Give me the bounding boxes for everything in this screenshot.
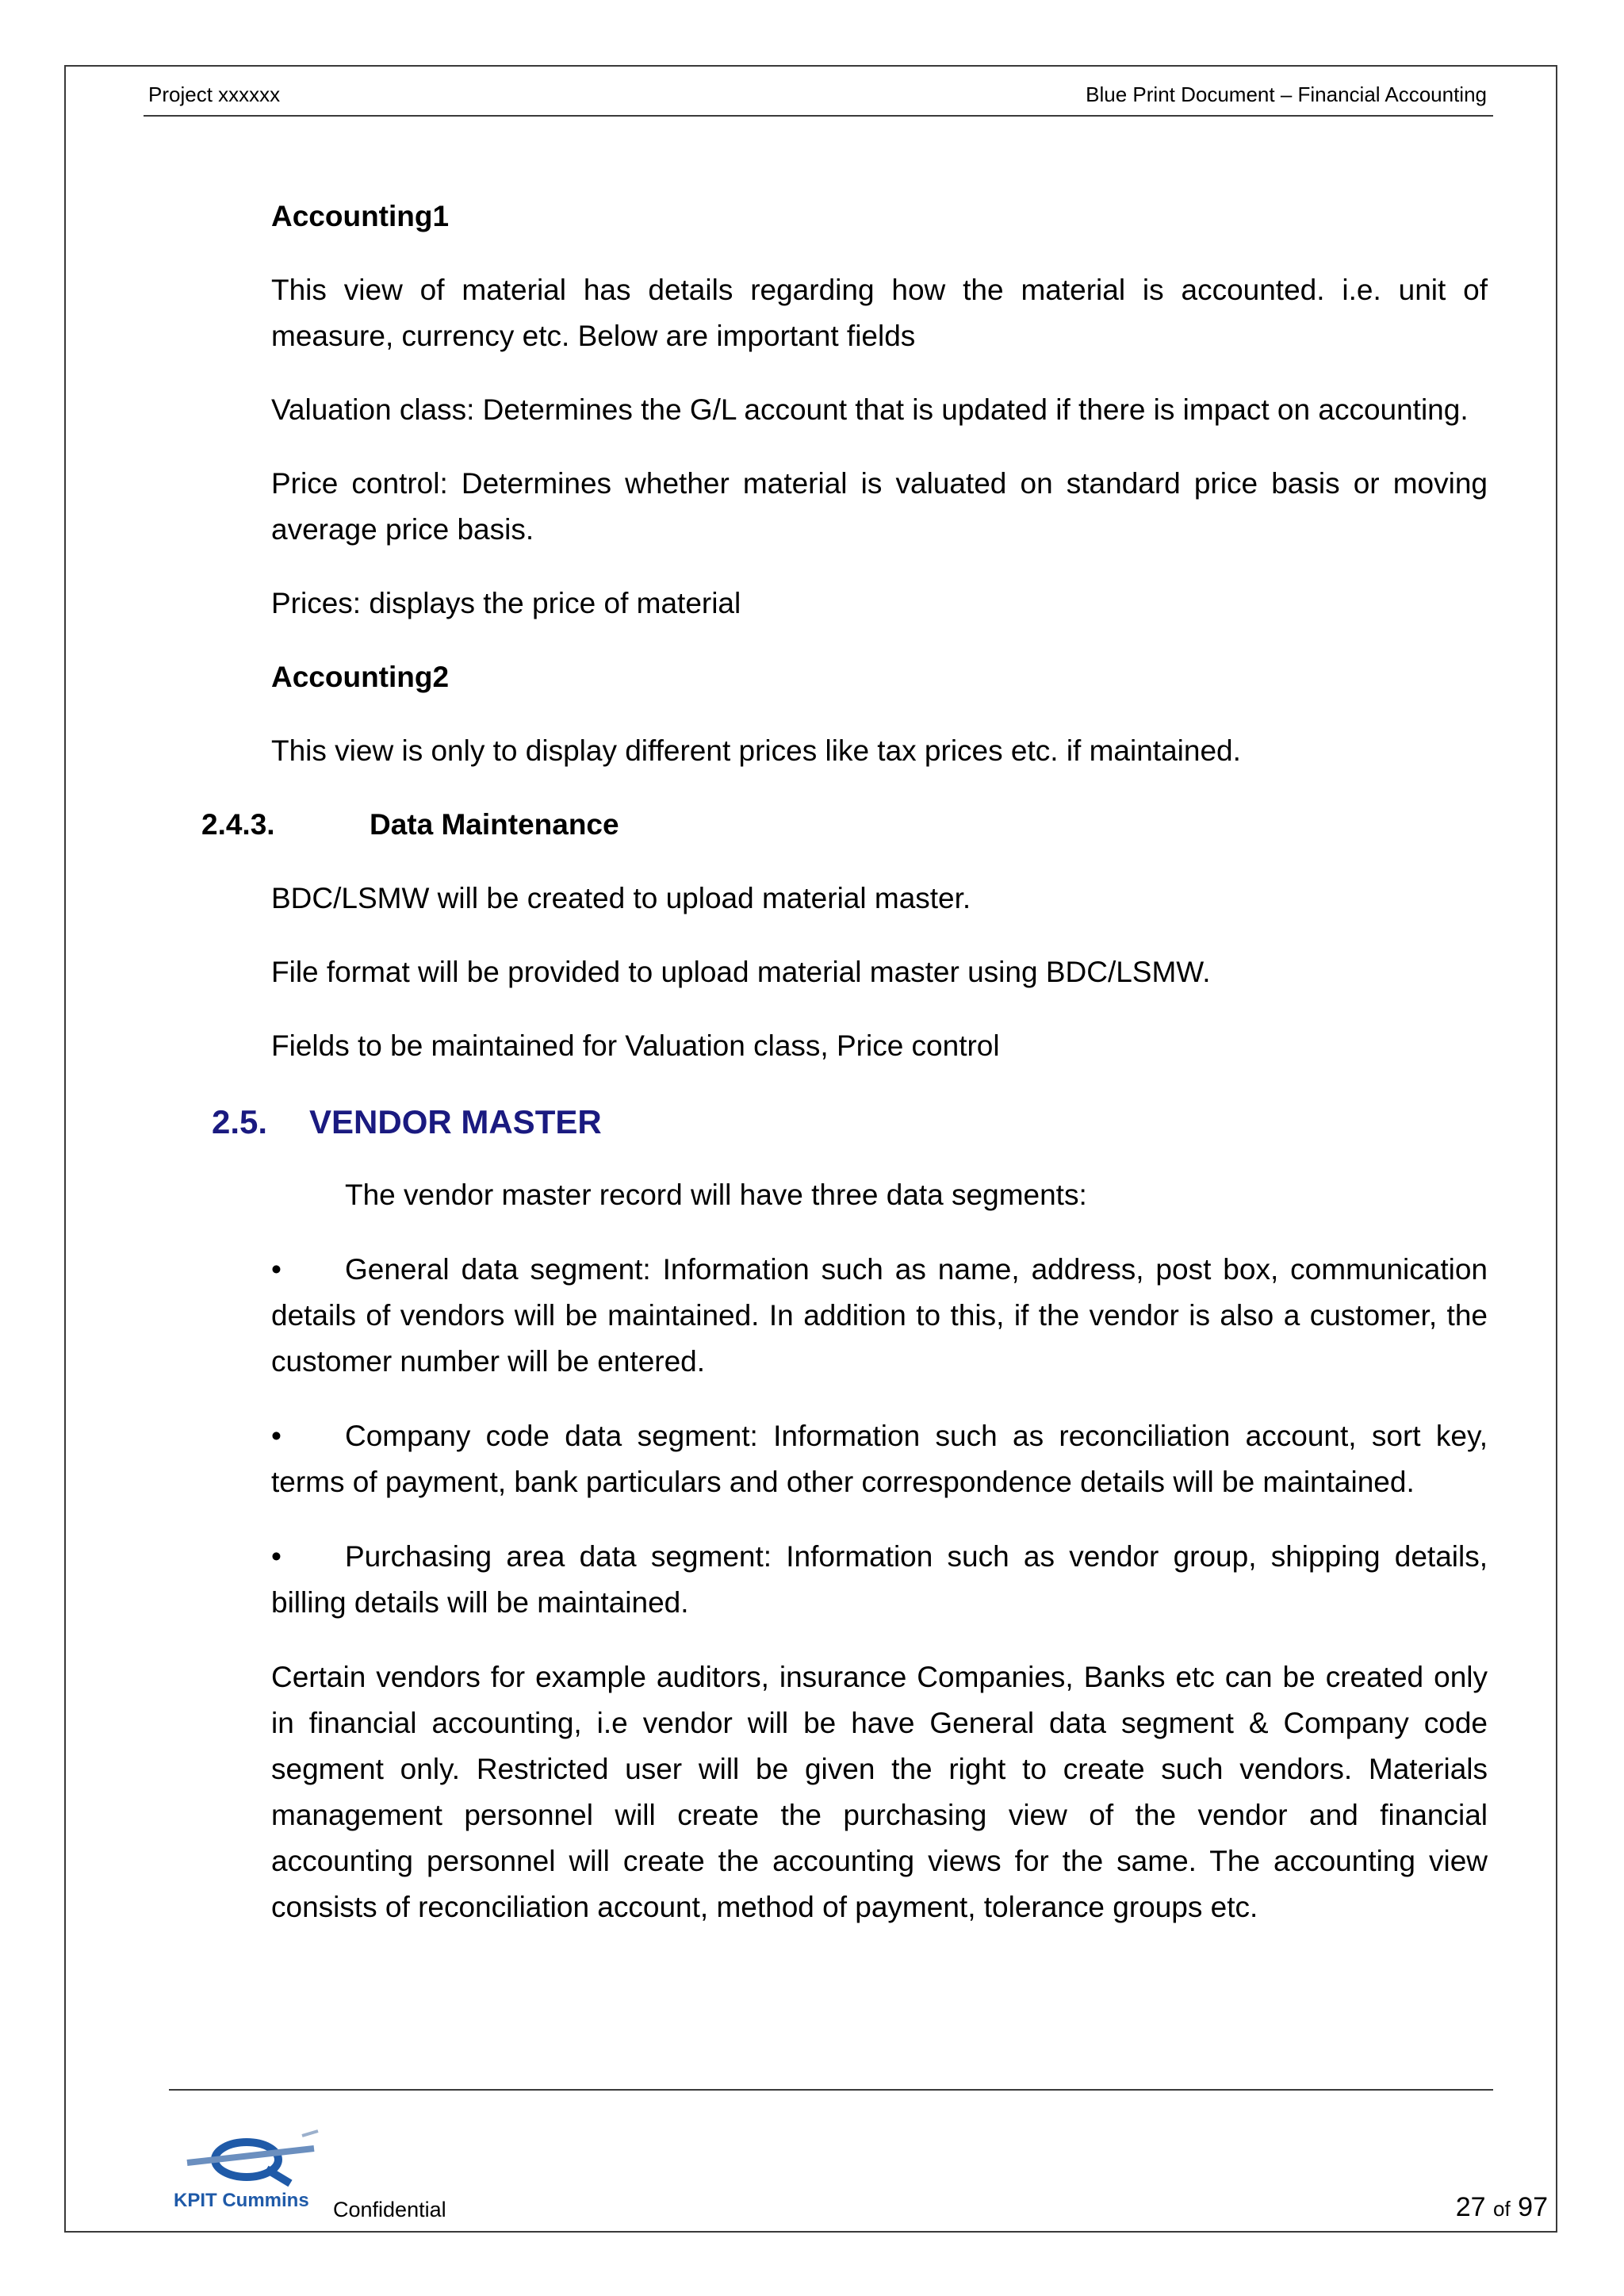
price-control-paragraph: Price control: Determines whether material is valuated on standard price basis or moving average price basis. bbox=[271, 467, 1488, 546]
list-item bbox=[271, 1534, 1488, 1626]
document-body bbox=[201, 194, 1488, 1930]
data-maintenance-line-1: BDC/LSMW will be created to upload material master. bbox=[271, 882, 971, 914]
bullet-text: Purchasing area data segment: Information such as vendor group, shipping details, billing details will be maintained. bbox=[271, 1540, 1488, 1619]
accounting2-heading: Accounting2 bbox=[271, 661, 450, 693]
page-current: 27 bbox=[1455, 2192, 1486, 2222]
vendor-master-intro: The vendor master record will have three data segments: bbox=[345, 1179, 1087, 1211]
bullet-text: General data segment: Information such as name, address, post box, communication details of vendors will be maintained. In addition to this, if the vendor is also a customer, the customer number will be entered. bbox=[271, 1253, 1488, 1378]
header-document-title: Blue Print Document – Financial Accounting bbox=[1086, 82, 1487, 106]
vendor-master-heading bbox=[212, 1099, 1488, 1150]
bullet-icon: • bbox=[271, 1420, 282, 1452]
page-of: of bbox=[1493, 2197, 1511, 2221]
bullet-text: Company code data segment: Information such as reconciliation account, sort key, terms of payment, bank particulars and other correspondence details will be maintained. bbox=[271, 1420, 1488, 1498]
accounting1-description: This view of material has details regarding how the material is accounted. i.e. unit of measure, currency etc. Below are important fields bbox=[271, 274, 1488, 352]
section-number: 2.4.3. bbox=[201, 808, 275, 841]
page-total: 97 bbox=[1518, 2192, 1548, 2222]
accounting1-heading: Accounting1 bbox=[271, 200, 450, 232]
footer-divider bbox=[169, 2089, 1493, 2091]
data-maintenance-heading bbox=[201, 802, 1488, 848]
page-number bbox=[1456, 2192, 1548, 2223]
confidential-label: Confidential bbox=[333, 2198, 446, 2221]
header-project: Project xxxxxx bbox=[148, 82, 281, 106]
data-maintenance-line-3: Fields to be maintained for Valuation class, Price control bbox=[271, 1029, 1000, 1062]
logo-text: KPIT Cummins bbox=[174, 2190, 309, 2211]
data-maintenance-line-2: File format will be provided to upload material master using BDC/LSMW. bbox=[271, 956, 1211, 988]
valuation-class-paragraph: Valuation class: Determines the G/L account that is updated if there is impact on accounting. bbox=[271, 393, 1469, 426]
section-number: 2.5. bbox=[212, 1103, 268, 1140]
section-title: Data Maintenance bbox=[370, 808, 619, 841]
list-item bbox=[271, 1413, 1488, 1505]
accounting2-description: This view is only to display different prices like tax prices etc. if maintained. bbox=[271, 734, 1241, 767]
bullet-icon: • bbox=[271, 1540, 282, 1573]
list-item bbox=[271, 1247, 1488, 1385]
bullet-icon: • bbox=[271, 1253, 282, 1286]
header-divider bbox=[144, 115, 1493, 117]
section-title: VENDOR MASTER bbox=[309, 1103, 602, 1140]
prices-paragraph: Prices: displays the price of material bbox=[271, 587, 741, 619]
vendor-master-paragraph: Certain vendors for example auditors, insurance Companies, Banks etc can be created only in financial accounting, i.e vendor will be have General data segment & Company code segment only. Restricted user will be given the right to create such vendors. Materials management personnel will create the purchasing view of the vendor and financial accounting personnel will create the accounting views for the same. The accounting view consists of reconciliation account, method of payment, tolerance groups etc. bbox=[271, 1661, 1488, 1923]
